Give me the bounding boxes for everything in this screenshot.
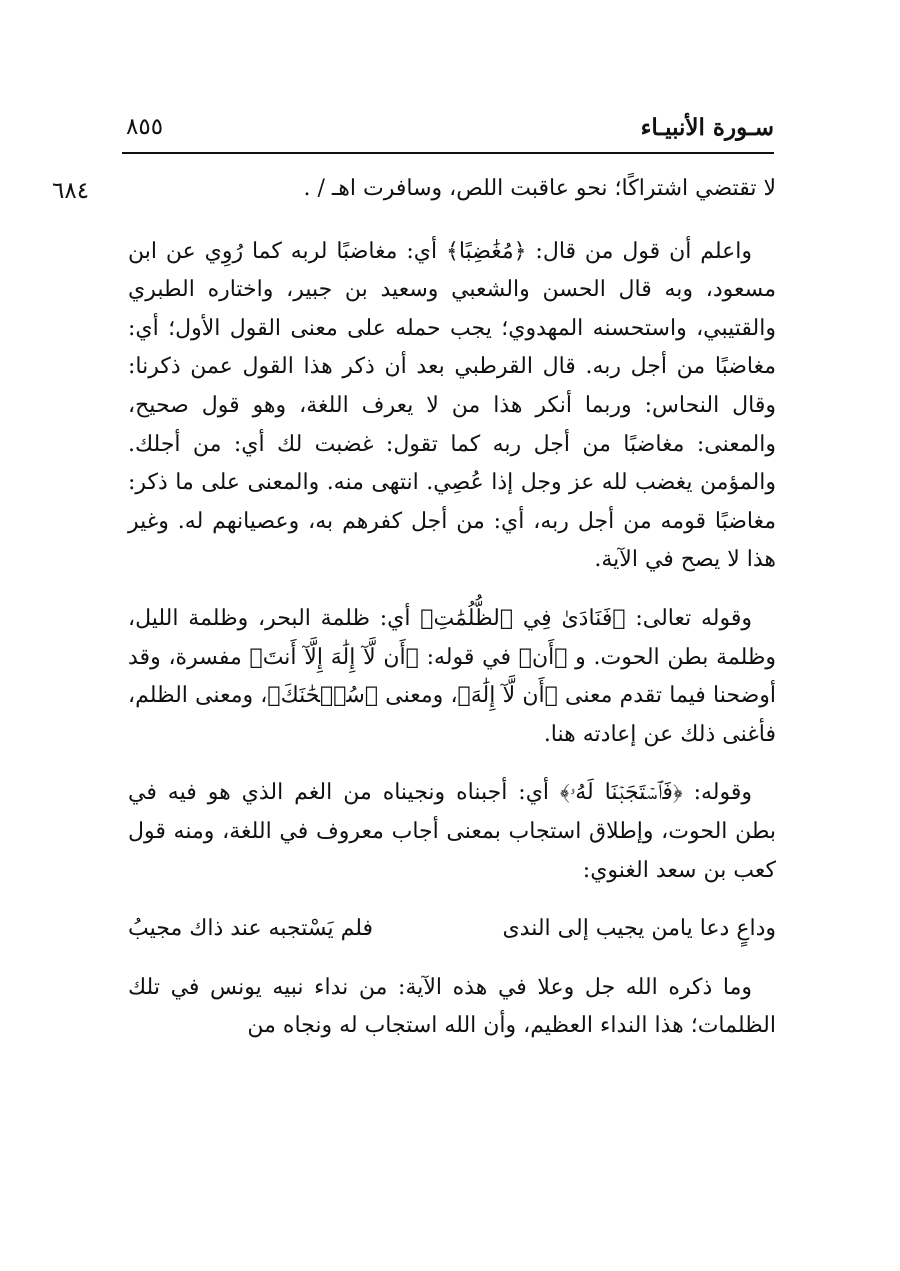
page-number: ٨٥٥ xyxy=(126,114,164,140)
surah-title: سـورة الأنبيـاء xyxy=(640,114,774,141)
paragraph: وقوله تعالى: ﴿فَنَادَىٰ فِي ٱلظُّلُمَٰتِ﴾ أي: ظلمة البحر، وظلمة الليل، وظلمة بطن الحوت. و ﴿أَن﴾ في قوله: ﴿أَن لَّآ إِلَٰهَ إِلَّآ أَنتَ﴾ مفسرة، وقد أوضحنا فيما تقدم معنى ﴿أَن لَّآ إِلَٰهَ﴾، ومعنى ﴿سُبۡحَٰنَكَ﴾، ومعنى الظلم، فأغنى ذلك عن إعادته هنا. xyxy=(128,605,776,747)
page-header xyxy=(122,108,774,154)
paragraph: وما ذكره الله جل وعلا في هذه الآية: من نداء نبيه يونس في تلك الظلمات؛ هذا النداء العظيم، وأن الله استجاب له ونجاه من xyxy=(128,974,776,1039)
paragraph: واعلم أن قول من قال: ﴿مُغَٰضِبًا﴾ أي: مغاضبًا لربه كما رُوِي عن ابن مسعود، وبه قال الحسن والشعبي وسعيد بن جبير، واختاره الطبري والقتيبي، واستحسنه المهدوي؛ يجب حمله على معنى القول الأول؛ أي: مغاضبًا من أجل ربه. قال القرطبي بعد أن ذكر هذا القول عمن ذكرنا: وقال النحاس: وربما أنكر هذا من لا يعرف اللغة، وهو قول صحيح، والمعنى: مغاضبًا من أجل ربه كما تقول: غضبت لك أي: من أجلك. والمؤمن يغضب لله عز وجل إذا عُصِي. انتهى منه. والمعنى على ما ذكر: مغاضبًا قومه من أجل ربه، أي: من أجل كفرهم به، وعصيانهم له. وغير هذا لا يصح في الآية. xyxy=(128,238,776,573)
paragraph: لا تقتضي اشتراكًا؛ نحو عاقبت اللص، وسافرت اهـ / . xyxy=(303,176,776,201)
verse-second-hemistich: فلم يَسْتجبه عند ذاك مجيبُ xyxy=(128,916,374,942)
original-page-number: ٦٨٤ xyxy=(52,178,90,204)
body-text xyxy=(128,170,776,1066)
poetry-verse xyxy=(128,910,776,949)
paragraph: وقوله: ﴿فَٱسۡتَجَبۡنَا لَهُۥ﴾ أي: أجبناه ونجيناه من الغم الذي هو فيه في بطن الحوت، وإطلاق استجاب بمعنى أجاب معروف في اللغة، ومنه قول كعب بن سعد الغنوي: xyxy=(128,780,776,883)
verse-first-hemistich: وداعٍ دعا يامن يجيب إلى الندى xyxy=(502,916,776,942)
